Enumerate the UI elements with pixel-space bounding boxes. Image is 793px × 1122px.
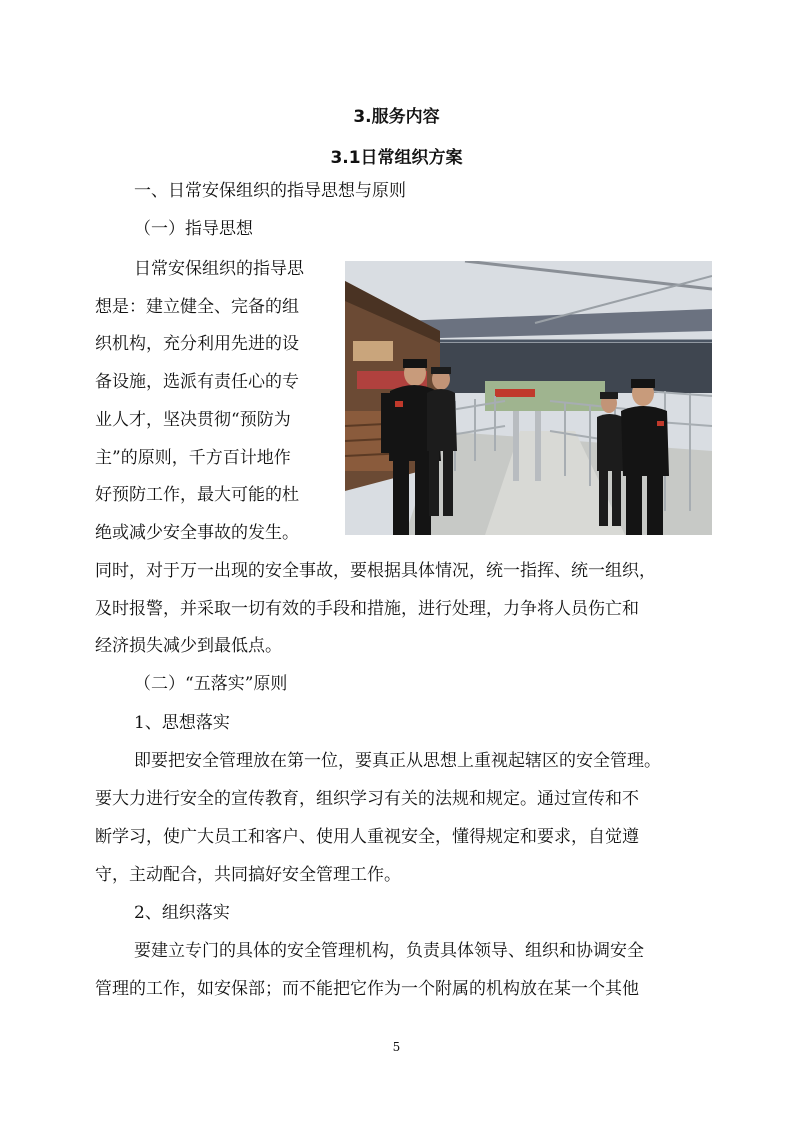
page-number: 5 (392, 1040, 401, 1054)
para2-line: 即要把安全管理放在第一位，要真正从思想上重视起辖区的安全管理。 (134, 751, 661, 771)
para1-line: 业人才，坚决贯彻“预防为 (95, 410, 291, 430)
para1-line: 织机构，充分利用先进的设 (95, 334, 299, 354)
para1-cont-line: 经济损失减少到最低点。 (95, 636, 282, 656)
para1-cont-line: 同时，对于万一出现的安全事故，要根据具体情况，统一指挥、统一组织， (95, 561, 656, 581)
para1-line: 备设施，选派有责任心的专 (95, 372, 299, 392)
para1-line: 日常安保组织的指导思 (134, 259, 304, 279)
para1-line: 好预防工作，最大可能的杜 (95, 485, 299, 505)
heading-five-implementations: （二）“五落实”原则 (134, 674, 288, 694)
item-organization-implementation: 2、组织落实 (134, 903, 230, 923)
item-thought-implementation: 1、思想落实 (134, 713, 230, 733)
para2-line: 守，主动配合，共同搞好安全管理工作。 (95, 865, 401, 885)
para3-line: 管理的工作，如安保部；而不能把它作为一个附属的机构放在某一个其他 (95, 979, 639, 999)
subsection-title: 3.1日常组织方案 (330, 148, 463, 168)
heading-guiding-principles: 一、日常安保组织的指导思想与原则 (134, 181, 406, 201)
section-title: 3.服务内容 (353, 107, 440, 127)
para3-line: 要建立专门的具体的安全管理机构，负责具体领导、组织和协调安全 (134, 941, 644, 961)
para1-line: 绝或减少安全事故的发生。 (95, 523, 299, 543)
para2-line: 要大力进行安全的宣传教育，组织学习有关的法规和规定。通过宣传和不 (95, 789, 639, 809)
security-guards-photo (345, 261, 712, 535)
heading-guiding-thought: （一）指导思想 (134, 219, 253, 239)
para1-line: 主”的原则，千方百计地作 (95, 448, 291, 468)
para2-line: 断学习，使广大员工和客户、使用人重视安全，懂得规定和要求，自觉遵 (95, 827, 639, 847)
para1-cont-line: 及时报警，并采取一切有效的手段和措施，进行处理，力争将人员伤亡和 (95, 599, 639, 619)
para1-line: 想是：建立健全、完备的组 (95, 297, 299, 317)
